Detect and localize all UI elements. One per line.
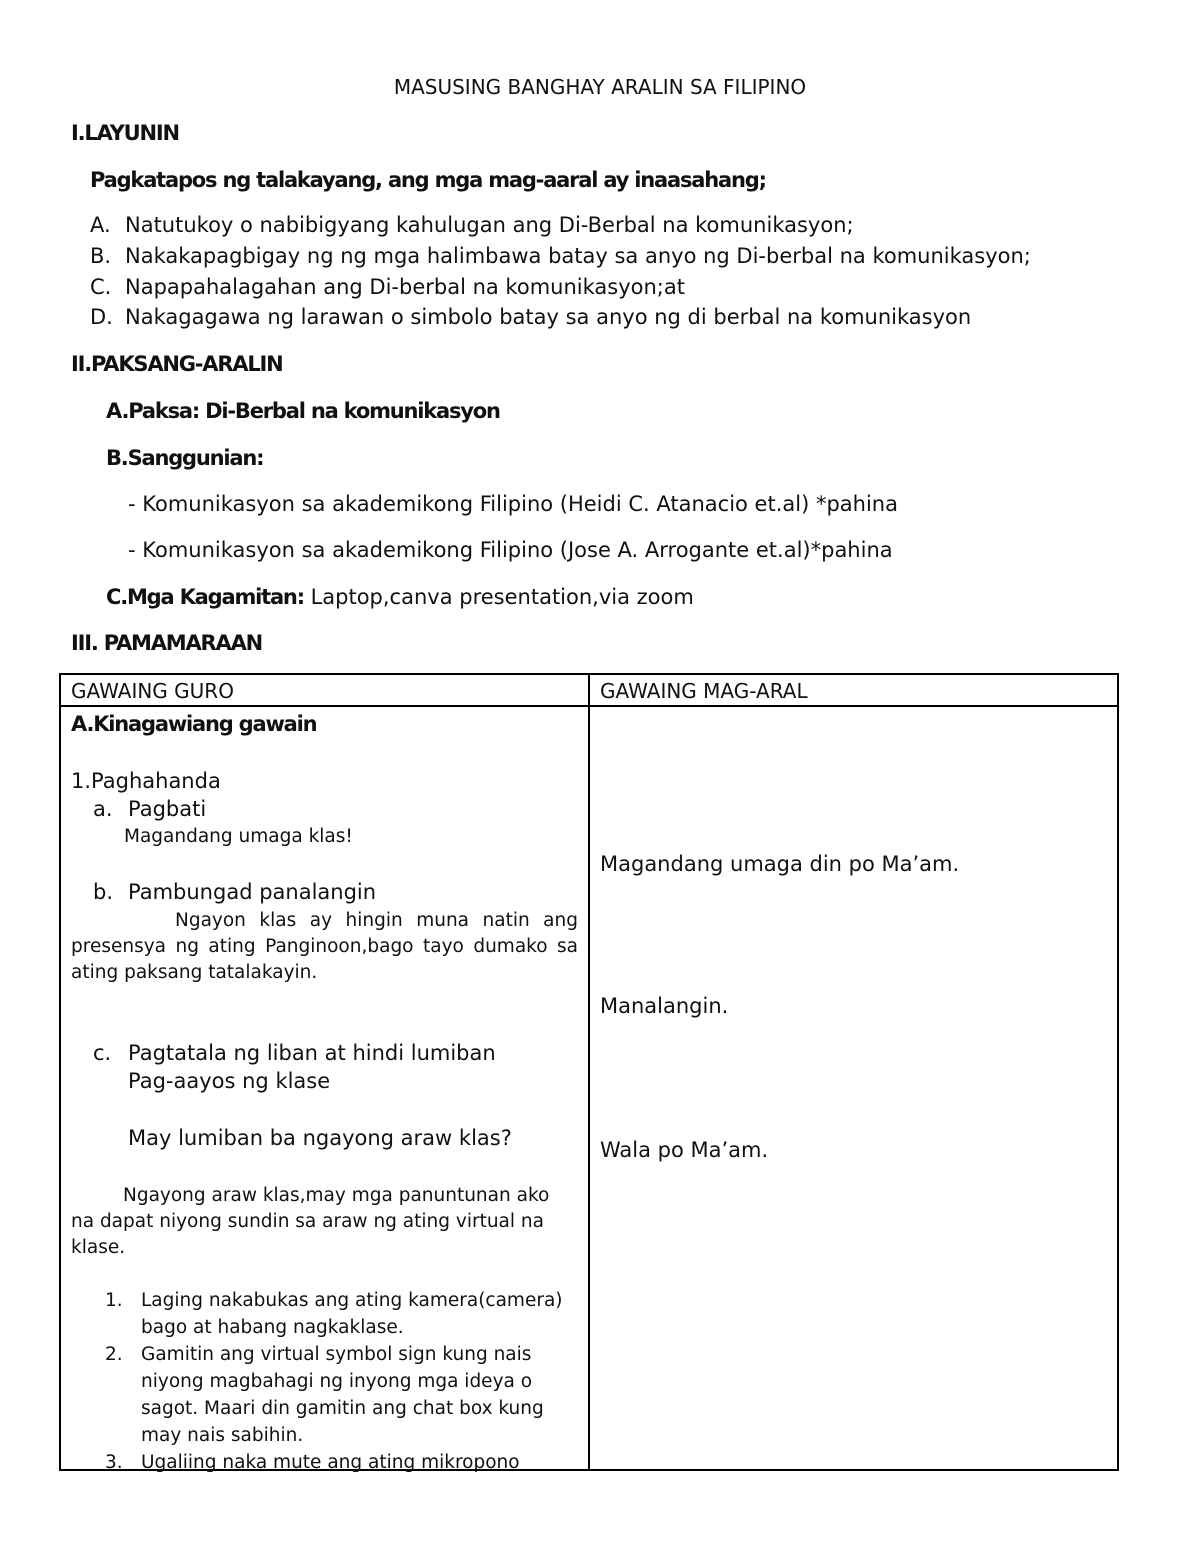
kagamitan-label: C.Mga Kagamitan: [106, 585, 304, 609]
list-item [105, 1341, 575, 1449]
pagtatala-title: Pagtatala ng liban at hindi lumiban [128, 1041, 496, 1065]
objective-text: Nakakapagbigay ng ng mga halimbawa batay sa anyo ng Di-berbal na komunikasyon; [125, 244, 1031, 268]
objective-text: Napapahalagahan ang Di-berbal na komunikasyon;at [125, 275, 685, 299]
sanggunian-label: B.Sanggunian: [106, 446, 264, 470]
student-reply: Manalangin. [600, 994, 729, 1018]
reference-item: - Komunikasyon sa akademikong Filipino (Jose A. Arrogante et.al)*pahina [128, 538, 893, 562]
rule-number: 3. [105, 1452, 123, 1473]
rule-text: Laging nakabukas ang ating kamera(camera) bago at habang nagkaklase. [141, 1290, 563, 1338]
reference-item: - Komunikasyon sa akademikong Filipino (Heidi C. Atanacio et.al) *pahina [128, 492, 898, 516]
rule-number: 1. [105, 1290, 123, 1311]
rule-number: 2. [105, 1344, 123, 1365]
paksa: A.Paksa: Di-Berbal na komunikasyon [106, 399, 500, 423]
kagamitan-line [106, 585, 694, 609]
objective-text: Natutukoy o nabibigyang kahulugan ang Di-Berbal na komunikasyon; [125, 213, 854, 237]
header-gawaing-mag-aral: GAWAING MAG-ARAL [589, 674, 1118, 706]
item-label: c. [93, 1041, 112, 1065]
rules-intro: Ngayong araw klas,may mga panuntunan ako na dapat niyong sundin sa araw ng ating virtual na klase. [71, 1185, 550, 1258]
kinagawiang-gawain-heading: A.Kinagawiang gawain [71, 712, 317, 736]
objectives-intro: Pagkatapos ng talakayang, ang mga mag-aaral ay inaasahang; [90, 168, 766, 192]
header-gawaing-guro: GAWAING GURO [60, 674, 589, 706]
item-label: a. [93, 797, 113, 821]
objective-letter: D. [90, 305, 113, 329]
rule-text: Gamitin ang virtual symbol sign kung nais niyong magbahagi ng inyong mga ideya o sagot. Maari din gamitin ang chat box kung may nais sabihin. [141, 1344, 544, 1446]
panalangin-text: Ngayon klas ay hingin muna natin ang presensya ng ating Panginoon,bago tayo dumako sa ating paksang tatalakayin. [71, 910, 578, 983]
student-reply: Wala po Ma’am. [600, 1138, 769, 1162]
objective-letter: C. [90, 275, 112, 299]
kagamitan-value: Laptop,canva presentation,via zoom [303, 585, 694, 609]
lumiban-question: May lumiban ba ngayong araw klas? [128, 1126, 512, 1150]
table-header-row [60, 674, 1118, 706]
section-heading-paksang-aralin: II.PAKSANG-ARALIN [71, 352, 283, 376]
objective-letter: A. [90, 213, 111, 237]
rule-text: Ugaliing naka mute ang ating mikropono [141, 1452, 520, 1473]
paghahanda-step: 1.Paghahanda [71, 769, 221, 793]
student-cell [589, 706, 1118, 1470]
objective-text: Nakagagawa ng larawan o simbolo batay sa anyo ng di berbal na komunikasyon [125, 305, 972, 329]
rules-list [105, 1287, 575, 1476]
procedure-table [59, 673, 1119, 1471]
panalangin-title: Pambungad panalangin [128, 880, 377, 904]
pagbati-title: Pagbati [128, 797, 207, 821]
section-heading-layunin: I.LAYUNIN [71, 121, 179, 145]
section-heading-pamamaraan: III. PAMAMARAAN [71, 631, 262, 655]
pag-aayos-subtitle: Pag-aayos ng klase [128, 1069, 331, 1093]
pagbati-text: Magandang umaga klas! [124, 826, 353, 847]
item-label: b. [93, 880, 114, 904]
student-reply: Magandang umaga din po Ma’am. [600, 852, 960, 876]
objective-letter: B. [90, 244, 112, 268]
table-row [60, 706, 1118, 1470]
list-item [105, 1449, 575, 1476]
teacher-cell [60, 706, 589, 1473]
list-item [105, 1287, 575, 1341]
document-title: MASUSING BANGHAY ARALIN SA FILIPINO [393, 75, 807, 99]
